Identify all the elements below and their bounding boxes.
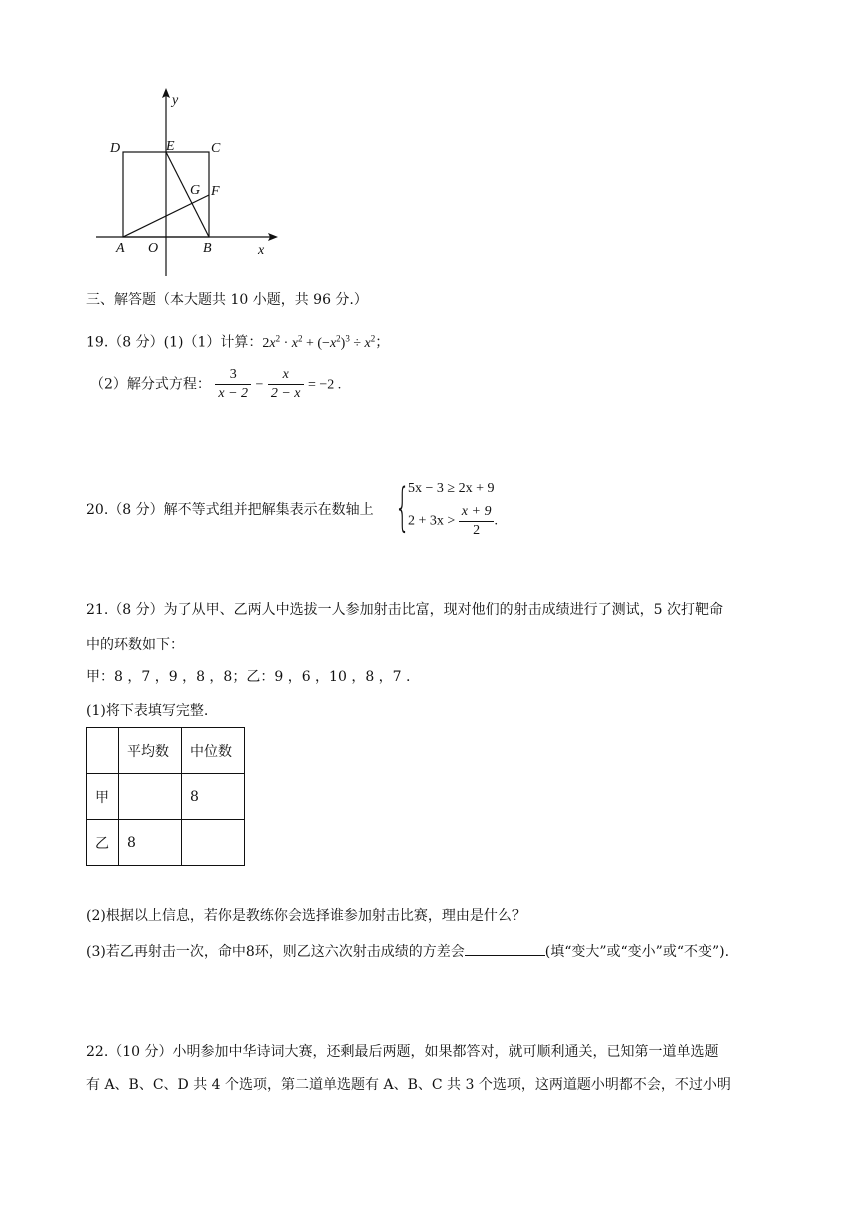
table-row-yi-mean: 8	[119, 820, 182, 866]
label-y: y	[172, 93, 179, 108]
table-header-median: 中位数	[182, 728, 245, 774]
table-header-mean: 平均数	[119, 728, 182, 774]
question-21-part3: (3)若乙再射击一次，命中8环，则乙这六次射击成绩的方差会 (填“变大”或“变小”或“不变”).	[86, 941, 729, 961]
table-row-yi-median[interactable]	[182, 820, 245, 866]
label-f: F	[211, 184, 220, 199]
question-21-scores: 甲：8 ，7 ，9 ，8 ，8；乙：9 ，6 ，10 ，8 ，7 .	[86, 669, 411, 685]
question-21-line2: 中的环数如下：	[86, 637, 184, 653]
table-row-jia-median: 8	[182, 774, 245, 820]
question-22-line1: 22.（10 分）小明参加中华诗词大赛，还剩最后两题，如果都答对，就可顺利通关，已知第一道单选题	[86, 1044, 719, 1060]
question-20-prefix: 20.（8 分）解不等式组并把解集表示在数轴上	[86, 502, 374, 518]
fraction-1: $\frac{3}{x - 2}$	[215, 366, 251, 403]
question-19-prefix: 19.（8 分）(1)（1）计算：	[86, 334, 263, 351]
equation-rhs: = −2 .	[307, 377, 342, 393]
segment-eb	[166, 152, 209, 237]
label-e: E	[166, 139, 175, 154]
question-21-part2: (2)根据以上信息，若你是教练你会选择谁参加射击比赛，理由是什么？	[86, 908, 526, 924]
question-19-part1: 19.（8 分）(1)（1）计算：$2x^2 \cdot x^2 + (-x^2)^3 \div x^2$；	[86, 333, 390, 351]
question-19-part2-prefix: （2）解分式方程：	[90, 376, 211, 393]
score-table	[86, 727, 245, 866]
table-row-yi-label: 乙	[87, 820, 119, 866]
inequality-2-fraction: $\frac{x + 9}{2}$	[459, 503, 495, 540]
label-x: x	[258, 243, 265, 258]
label-c: C	[211, 141, 221, 156]
label-a: A	[116, 241, 125, 256]
inequality-1: 5x − 3 ≥ 2x + 9	[408, 481, 495, 496]
table-header-empty	[87, 728, 119, 774]
question-22-line2: 有 A、B、C、D 共 4 个选项，第二道单选题有 A、B、C 共 3 个选项，这两道题小明都不会，不过小明	[86, 1077, 731, 1093]
table-row-jia-label: 甲	[87, 774, 119, 820]
label-o: O	[148, 241, 159, 256]
question-19-expression: $2x^2 \cdot x^2 + (-x^2)^3 \div x^2$	[262, 333, 376, 351]
label-d: D	[110, 141, 121, 156]
question-21-line1: 21.（8 分）为了从甲、乙两人中选拔一人参加射击比富，现对他们的射击成绩进行了测试，5 次打靶命	[86, 602, 723, 618]
fraction-2: $\frac{x}{2 - x}$	[268, 366, 304, 403]
inequality-2: 2 + 3x > $\frac{x + 9}{2}$ .	[408, 504, 498, 538]
question-19-part2: （2）解分式方程： $\frac{3}{x - 2}$ − $\frac{x}{2 - x}$ = −2 .	[90, 367, 342, 401]
label-b: B	[203, 241, 212, 256]
coordinate-figure	[90, 84, 290, 280]
section-heading: 三、解答题（本大题共 10 小题，共 96 分.）	[86, 292, 368, 308]
system-brace: {	[395, 478, 410, 538]
question-21-part1: (1)将下表填写完整.	[86, 703, 209, 719]
answer-blank[interactable]	[465, 941, 545, 956]
label-g: G	[190, 183, 201, 198]
table-row-jia-mean[interactable]	[119, 774, 182, 820]
